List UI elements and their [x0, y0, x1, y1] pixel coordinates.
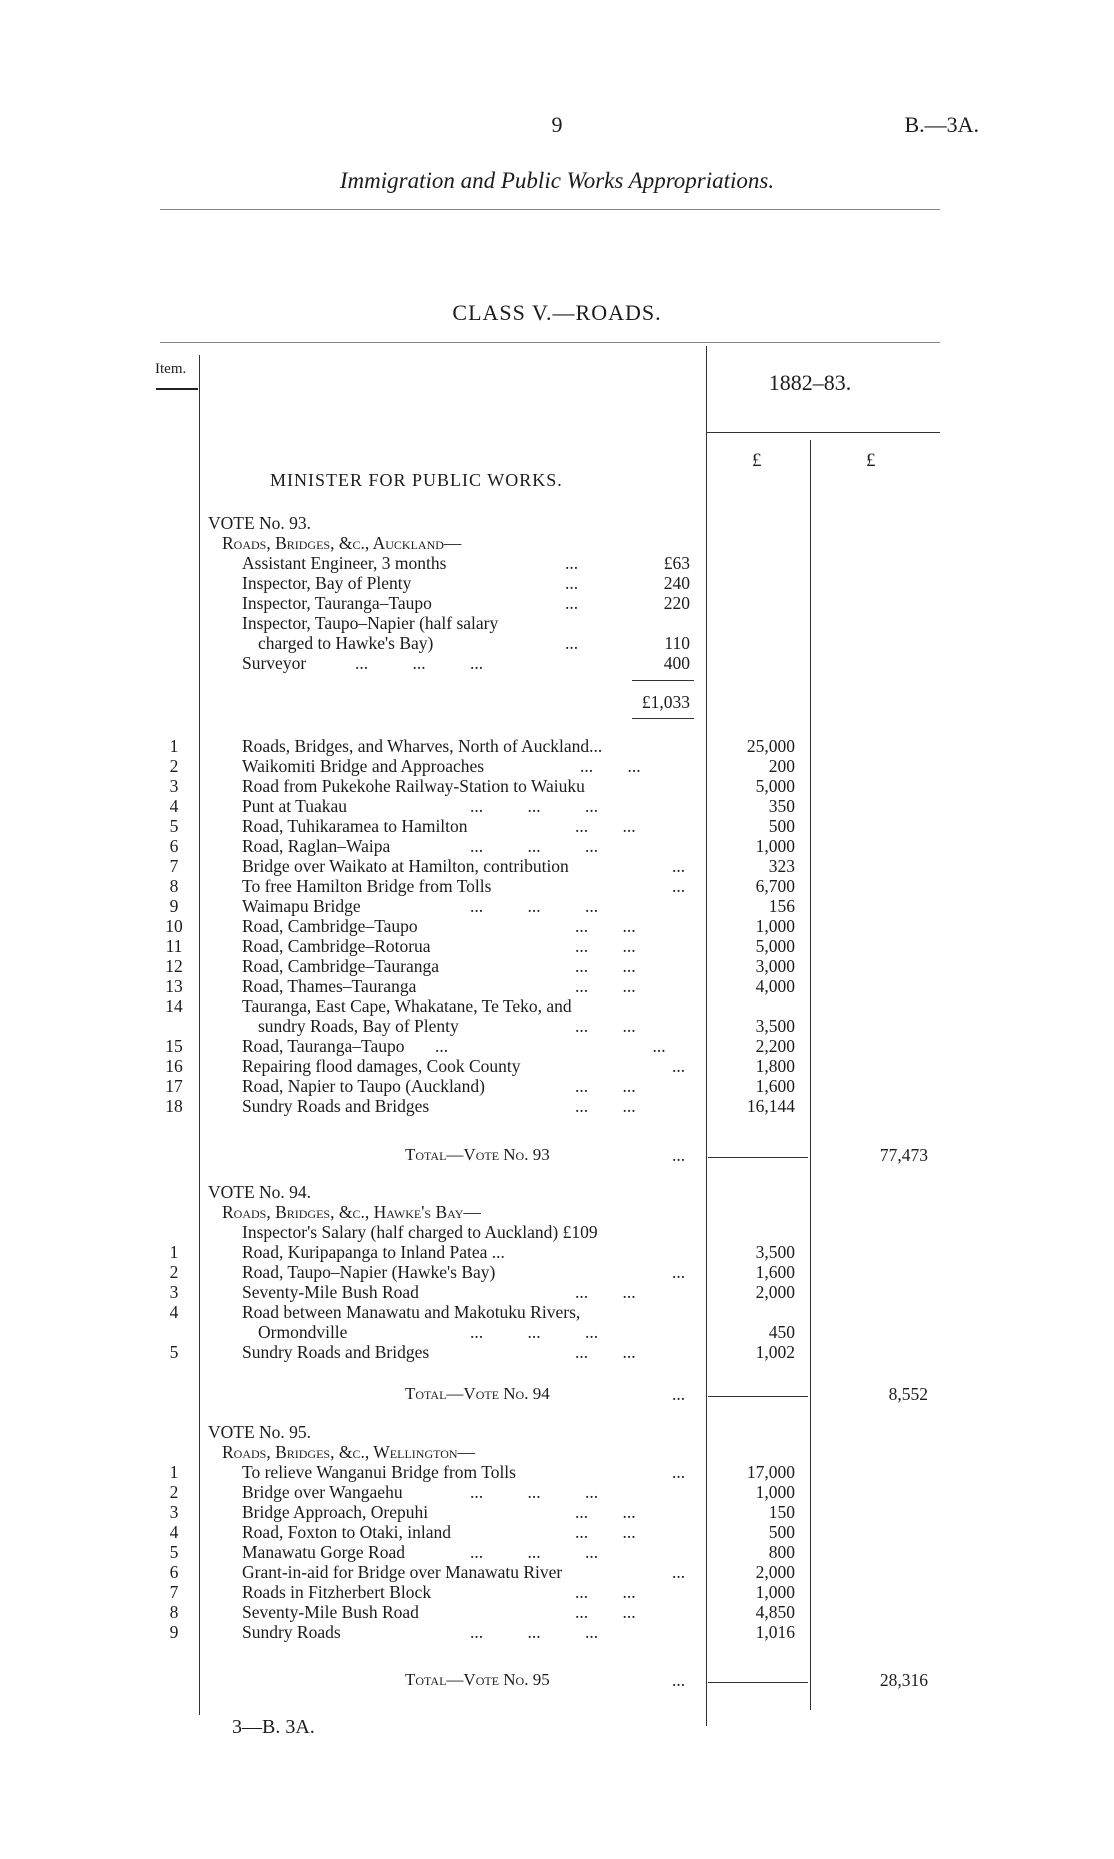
item-number: 1: [169, 1462, 179, 1482]
vote-total-rule: [708, 1157, 808, 1158]
item-number: 9: [169, 1622, 179, 1642]
item-label: Road, Kuripapanga to Inland Patea ...: [242, 1242, 505, 1262]
item-amount: 1,000: [755, 836, 795, 856]
table-top-rule: [160, 342, 940, 343]
item-number: 5: [169, 1542, 179, 1562]
item-label: Bridge over Wangaehu: [242, 1482, 403, 1502]
salary-subtotal-underline: [632, 718, 694, 719]
item-amount: 2,200: [755, 1036, 795, 1056]
salary-value: 220: [663, 593, 690, 613]
item-label: Repairing flood damages, Cook County: [242, 1056, 521, 1076]
item-number: 9: [169, 896, 179, 916]
item-number: 6: [169, 1562, 179, 1582]
item-label: Sundry Roads and Bridges: [242, 1096, 430, 1116]
item-amount: 5,000: [755, 776, 795, 796]
item-label: Road, Foxton to Otaki, inland: [242, 1522, 452, 1542]
item-label: Road, Taupo–Napier (Hawke's Bay): [242, 1262, 496, 1282]
item-amount: 1,800: [755, 1056, 795, 1076]
item-number: 12: [165, 956, 183, 976]
item-amount: 1,600: [755, 1262, 795, 1282]
vote-total-label: Total—Vote No. 94: [405, 1384, 550, 1403]
item-label: Road, Cambridge–Rotorua: [242, 936, 431, 956]
item-amount: 1,002: [755, 1342, 795, 1362]
item-label: Road, Tuhikaramea to Hamilton: [242, 816, 468, 836]
page-number: 9: [551, 112, 563, 137]
item-number: 4: [169, 796, 179, 816]
vote-title: VOTE No. 94.: [208, 1182, 312, 1202]
item-amount: 350: [768, 796, 795, 816]
item-number: 4: [169, 1302, 179, 1322]
item-amount: 1,600: [755, 1076, 795, 1096]
salary-subtotal: £1,033: [641, 692, 690, 712]
item-amount: 5,000: [755, 936, 795, 956]
item-amount: 800: [768, 1542, 795, 1562]
item-label: Waimapu Bridge: [242, 896, 361, 916]
salary-value: 400: [663, 653, 690, 673]
vote-total: 8,552: [888, 1384, 928, 1404]
item-label: Sundry Roads and Bridges: [242, 1342, 430, 1362]
item-label: Bridge Approach, Orepuhi: [242, 1502, 429, 1522]
item-column-header: Item.: [155, 361, 187, 377]
item-amount: 1,000: [755, 916, 795, 936]
item-amount: 150: [768, 1502, 795, 1522]
item-label: Punt at Tuakau: [242, 796, 348, 816]
item-amount: 500: [768, 816, 795, 836]
item-number: 16: [165, 1056, 183, 1076]
item-number: 7: [169, 856, 179, 876]
item-number: 3: [169, 776, 179, 796]
item-label: Tauranga, East Cape, Whakatane, Te Teko, and: [242, 996, 572, 1016]
item-number: 18: [165, 1096, 183, 1116]
item-label: Manawatu Gorge Road: [242, 1542, 405, 1562]
item-label: Road from Pukekohe Railway-Station to Waiuku: [242, 776, 585, 796]
amount-column-left-rule: [706, 346, 707, 1726]
item-label: Roads in Fitzherbert Block: [242, 1582, 432, 1602]
item-amount: 200: [768, 756, 795, 776]
salary-value: 110: [664, 633, 690, 653]
item-number: 1: [169, 1242, 179, 1262]
item-label: Roads, Bridges, and Wharves, North of Auckland...: [242, 736, 603, 756]
item-label: Road, Thames–Tauranga: [242, 976, 417, 996]
vote-total-rule: [708, 1682, 808, 1683]
item-amount: 1,016: [755, 1622, 795, 1642]
item-amount: 3,500: [755, 1016, 795, 1036]
item-number: 5: [169, 816, 179, 836]
salary-label: charged to Hawke's Bay): [258, 633, 434, 653]
item-number: 14: [165, 996, 183, 1016]
item-label-continued: Ormondville: [258, 1322, 348, 1342]
item-label: Grant-in-aid for Bridge over Manawatu River: [242, 1562, 563, 1582]
item-label: Seventy-Mile Bush Road: [242, 1282, 419, 1302]
item-label: To relieve Wanganui Bridge from Tolls: [242, 1462, 516, 1482]
item-number: 11: [165, 936, 183, 956]
item-label: Seventy-Mile Bush Road: [242, 1602, 419, 1622]
item-label: Road between Manawatu and Makotuku Rivers,: [242, 1302, 581, 1322]
item-label: To free Hamilton Bridge from Tolls: [242, 876, 492, 896]
page-subtitle: Immigration and Public Works Appropriations.: [339, 168, 775, 193]
year-column-header: 1882–83.: [768, 370, 852, 395]
item-number: 1: [169, 736, 179, 756]
item-label: Road, Tauranga–Taupo: [242, 1036, 405, 1056]
item-column-rule: [199, 355, 200, 1715]
vote-heading: Roads, Bridges, &c., Hawke's Bay—: [222, 1202, 481, 1222]
item-amount: 450: [768, 1322, 795, 1342]
item-number: 4: [169, 1522, 179, 1542]
item-label: Road, Napier to Taupo (Auckland): [242, 1076, 485, 1096]
item-number: 8: [169, 1602, 179, 1622]
item-number: 5: [169, 1342, 179, 1362]
salary-subtotal-rule: [632, 680, 694, 681]
salary-label: Assistant Engineer, 3 months: [242, 553, 447, 573]
item-header-underline: [156, 388, 198, 390]
document-reference: B.—3A.: [904, 112, 979, 137]
header-rule: [160, 209, 940, 210]
item-amount: 16,144: [746, 1096, 795, 1116]
item-amount: 500: [768, 1522, 795, 1542]
item-amount: 3,000: [755, 956, 795, 976]
item-amount: 4,850: [755, 1602, 795, 1622]
item-number: 2: [169, 756, 179, 776]
item-number: 3: [169, 1282, 179, 1302]
item-label: Sundry Roads: [242, 1622, 341, 1642]
item-amount: 323: [768, 856, 795, 876]
salary-label: Inspector, Bay of Plenty: [242, 573, 412, 593]
vote-total-label: Total—Vote No. 95: [405, 1670, 550, 1689]
item-number: 7: [169, 1582, 179, 1602]
item-number: 2: [169, 1482, 179, 1502]
vote-total-rule: [708, 1396, 808, 1397]
item-amount: 1,000: [755, 1582, 795, 1602]
vote-total-label: Total—Vote No. 93: [405, 1145, 550, 1164]
item-amount: 2,000: [755, 1562, 795, 1582]
pound-sign-total: £: [866, 450, 876, 471]
item-amount: 4,000: [755, 976, 795, 996]
item-amount: 17,000: [746, 1462, 795, 1482]
item-amount: 3,500: [755, 1242, 795, 1262]
item-amount: 156: [768, 896, 795, 916]
minister-heading: MINISTER FOR PUBLIC WORKS.: [270, 470, 563, 490]
pound-sign-amount: £: [752, 450, 762, 471]
salary-value: £63: [663, 553, 690, 573]
vote-total: 77,473: [879, 1145, 928, 1165]
item-number: 6: [169, 836, 179, 856]
salary-label: Surveyor: [242, 653, 307, 673]
vote-heading: Roads, Bridges, &c., Auckland—: [222, 533, 462, 553]
vote-title: VOTE No. 95.: [208, 1422, 312, 1442]
year-header-rule: [706, 432, 940, 433]
salary-label: Inspector, Tauranga–Taupo: [242, 593, 432, 613]
item-amount: 1,000: [755, 1482, 795, 1502]
item-amount: 6,700: [755, 876, 795, 896]
salary-line: Inspector's Salary (half charged to Auckland) £109: [242, 1222, 598, 1242]
item-label: Waikomiti Bridge and Approaches: [242, 756, 485, 776]
vote-title: VOTE No. 93.: [208, 513, 312, 533]
item-label: Road, Cambridge–Tauranga: [242, 956, 440, 976]
item-number: 10: [165, 916, 183, 936]
item-label: Bridge over Waikato at Hamilton, contribution: [242, 856, 569, 876]
item-amount: 25,000: [746, 736, 795, 756]
class-title: CLASS V.—ROADS.: [452, 300, 662, 325]
item-label: Road, Cambridge–Taupo: [242, 916, 418, 936]
amount-column-mid-rule: [810, 440, 811, 1710]
item-number: 15: [165, 1036, 183, 1056]
vote-heading: Roads, Bridges, &c., Wellington—: [222, 1442, 476, 1462]
salary-value: 240: [663, 573, 690, 593]
item-label: Road, Raglan–Waipa: [242, 836, 391, 856]
item-number: 8: [169, 876, 179, 896]
salary-label: Inspector, Taupo–Napier (half salary: [242, 613, 499, 633]
item-number: 3: [169, 1502, 179, 1522]
item-amount: 2,000: [755, 1282, 795, 1302]
item-number: 13: [165, 976, 183, 996]
page-footer: 3—B. 3A.: [232, 1716, 315, 1738]
item-label-continued: sundry Roads, Bay of Plenty: [258, 1016, 459, 1036]
item-number: 2: [169, 1262, 179, 1282]
item-number: 17: [165, 1076, 183, 1096]
vote-total: 28,316: [879, 1670, 928, 1690]
